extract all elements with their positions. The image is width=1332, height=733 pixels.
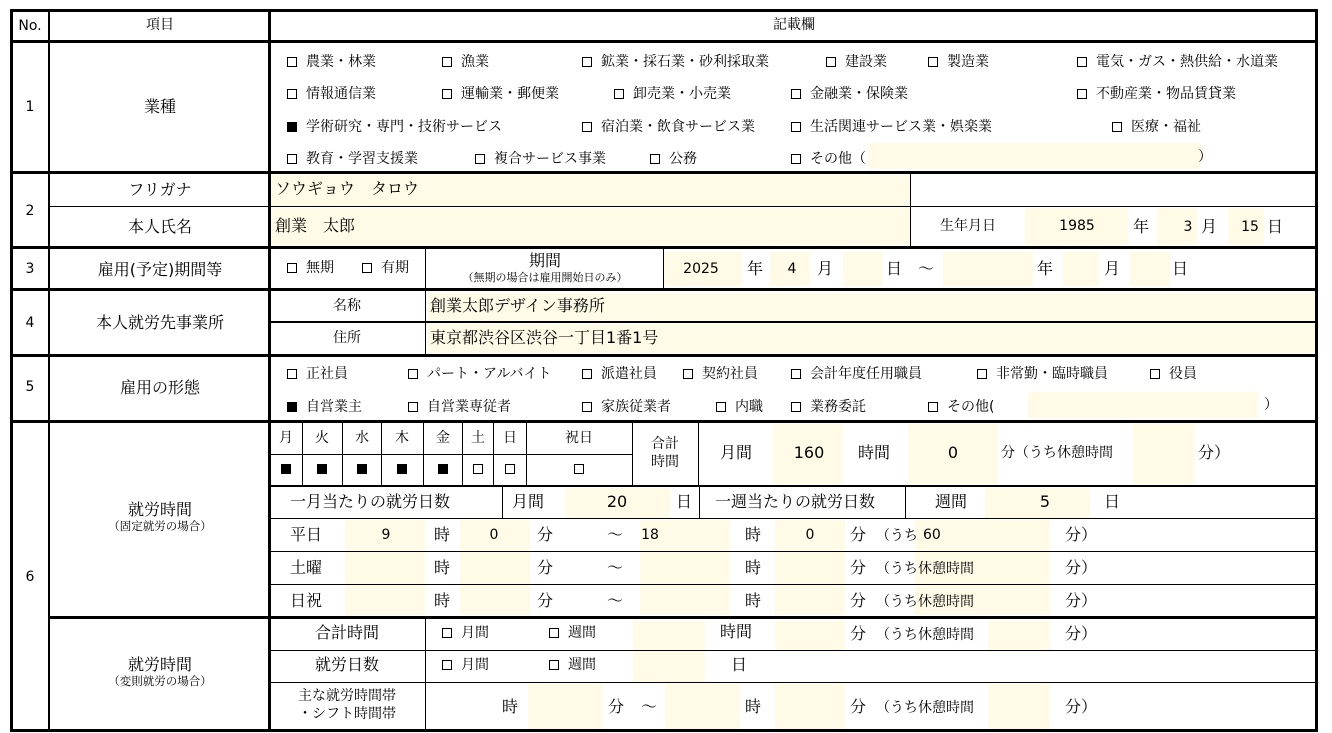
var-days-unit: 日	[731, 655, 748, 674]
days-week-prefix: 週間	[935, 492, 968, 511]
shift-label-1: 主な就労時間帯	[298, 688, 396, 704]
holiday-break-open: （うち休憩時間	[876, 594, 974, 610]
var-month-checkbox[interactable]	[442, 628, 452, 638]
line	[423, 421, 424, 486]
industry-checkbox[interactable]	[475, 154, 485, 164]
furigana-value: ソウギョウ タロウ	[275, 179, 420, 198]
shift-tilde: ～	[641, 697, 658, 716]
employment-checkbox[interactable]	[791, 402, 801, 412]
weekday-label: 平日	[290, 525, 323, 544]
monthly-hours-unit: 時間	[858, 443, 891, 462]
day-checkbox[interactable]	[357, 464, 367, 474]
industry-checkbox[interactable]	[442, 89, 452, 99]
monthly-minutes-value: 0	[947, 443, 959, 462]
indefinite-label: 無期	[306, 260, 334, 276]
employment-option-label: 非常勤・臨時職員	[996, 366, 1108, 382]
furigana-label: フリガナ	[128, 180, 192, 199]
industry-checkbox[interactable]	[791, 89, 801, 99]
employment-option-label: 派遣社員	[601, 366, 657, 382]
employment-option-label: 家族従業者	[601, 399, 671, 415]
day-checkbox[interactable]	[397, 464, 407, 474]
period-label: 雇用(予定)期間等	[97, 260, 223, 279]
line	[526, 421, 527, 486]
saturday-hour-unit: 時	[434, 558, 451, 577]
industry-checkbox[interactable]	[650, 154, 660, 164]
employment-checkbox[interactable]	[408, 369, 418, 379]
days-per-week-label: 一週当たりの就労日数	[715, 492, 876, 511]
fixed-term-checkbox[interactable]	[362, 263, 372, 273]
employment-option-label: 正社員	[306, 366, 348, 382]
employment-option-label: パート・アルバイト	[427, 366, 552, 382]
saturday-minute-unit: 分	[537, 558, 554, 577]
row-divider	[10, 288, 1318, 291]
employment-option-label: 役員	[1169, 366, 1197, 382]
workplace-label: 本人就労先事業所	[95, 313, 225, 332]
employment-checkbox[interactable]	[287, 402, 297, 412]
industry-option-label: 不動産業・物品賃貸業	[1096, 86, 1236, 102]
var-week-checkbox[interactable]	[549, 628, 559, 638]
industry-option-label: 電気・ガス・熱供給・水道業	[1096, 54, 1278, 70]
line	[425, 617, 426, 732]
holiday-label: 日祝	[290, 591, 323, 610]
days-week-unit: 日	[1104, 492, 1121, 511]
shift-end-hour-unit: 時	[745, 697, 762, 716]
industry-option-label: 教育・学習支援業	[306, 151, 418, 167]
var-month-label: 月間	[461, 625, 489, 641]
weekday-end-hour: 18	[641, 527, 659, 543]
holiday-tilde: ～	[607, 591, 624, 610]
period-title: 期間	[528, 251, 562, 270]
start-day-unit: 日	[886, 259, 903, 278]
name-label: 本人氏名	[127, 217, 193, 236]
day-label: 日	[503, 430, 517, 446]
var-days-month-label: 月間	[461, 657, 489, 673]
end-month-unit: 月	[1104, 259, 1121, 278]
industry-option-label: 学術研究・専門・技術サービス	[306, 119, 502, 135]
line	[462, 421, 463, 486]
day-label: 木	[395, 430, 409, 446]
shift-minute-unit: 分	[608, 697, 625, 716]
shift-break-close: 分）	[1065, 697, 1098, 716]
day-checkbox[interactable]	[438, 464, 448, 474]
line	[910, 172, 911, 247]
line	[270, 485, 1318, 487]
workplace-address-value: 東京都渋谷区渋谷一丁目1番1号	[430, 328, 659, 347]
line	[425, 247, 426, 289]
row-no-4: 4	[25, 315, 35, 331]
employment-checkbox[interactable]	[1150, 369, 1160, 379]
period-note: （無期の場合は雇用開始日のみ）	[462, 271, 628, 284]
saturday-label: 土曜	[290, 558, 323, 577]
header-entry: 記載欄	[773, 17, 815, 33]
days-month-prefix: 月間	[512, 492, 545, 511]
line	[905, 486, 906, 519]
var-break-close: 分）	[1065, 624, 1098, 643]
var-minute-unit: 分	[850, 624, 867, 643]
line	[502, 486, 503, 519]
day-checkbox[interactable]	[574, 464, 584, 474]
employment-other-close: ）	[1264, 397, 1278, 413]
employment-checkbox[interactable]	[582, 369, 592, 379]
employment-option-label: 契約社員	[702, 366, 758, 382]
workplace-name-value: 創業太郎デザイン事務所	[430, 296, 605, 315]
birth-month-value: 3	[1183, 219, 1193, 235]
row-divider	[48, 616, 1318, 619]
saturday-tilde: ～	[607, 558, 624, 577]
employment-checkbox[interactable]	[928, 402, 938, 412]
industry-checkbox[interactable]	[791, 154, 801, 164]
industry-option-label: 製造業	[947, 54, 989, 70]
day-label: 月	[279, 430, 293, 446]
var-days-week-label: 週間	[568, 657, 596, 673]
weekday-hour-unit: 時	[434, 525, 451, 544]
start-month-value: 4	[787, 261, 797, 277]
industry-checkbox[interactable]	[1077, 57, 1087, 67]
industry-checkbox[interactable]	[791, 122, 801, 132]
line	[270, 650, 1318, 651]
indefinite-checkbox[interactable]	[287, 263, 297, 273]
employment-option-label: 業務委託	[810, 399, 866, 415]
monthly-label: 月間	[720, 443, 753, 462]
day-checkbox[interactable]	[281, 464, 291, 474]
birth-label: 生年月日	[940, 218, 996, 234]
weekday-break-value: 60	[923, 527, 941, 543]
employment-checkbox[interactable]	[408, 402, 418, 412]
header-item: 項目	[146, 17, 174, 33]
day-label: 祝日	[565, 430, 593, 446]
industry-label: 業種	[143, 97, 177, 116]
employment-option-label: その他(	[947, 399, 995, 415]
holiday-minute-unit: 分	[537, 591, 554, 610]
birth-day-value: 15	[1241, 219, 1259, 235]
workplace-name-label: 名称	[333, 298, 361, 314]
workplace-address-label: 住所	[333, 330, 361, 346]
days-per-month-label: 一月当たりの就労日数	[290, 492, 451, 511]
end-year-unit: 年	[1037, 259, 1054, 278]
line	[663, 247, 664, 289]
industry-checkbox[interactable]	[1077, 89, 1087, 99]
start-year-unit: 年	[747, 259, 764, 278]
industry-option-label: 建設業	[845, 54, 887, 70]
days-per-week-value: 5	[1039, 492, 1051, 511]
var-week-label: 週間	[568, 625, 596, 641]
shift-label-2: ・シフト時間帯	[298, 706, 396, 722]
monthly-break-label: 分（うち休憩時間	[1001, 445, 1113, 461]
line	[270, 682, 1318, 683]
employment-option-label: 自営業専従者	[427, 399, 511, 415]
line	[270, 551, 1318, 552]
birth-year-unit: 年	[1133, 217, 1150, 236]
birth-year-value: 1985	[1059, 218, 1095, 234]
total-label-1: 合計	[651, 436, 679, 452]
saturday-break-close: 分）	[1065, 558, 1098, 577]
saturday-break-open: （うち休憩時間	[876, 561, 974, 577]
weekday-tilde: ～	[607, 525, 624, 544]
var-hours-unit: 時間	[720, 622, 753, 641]
employment-option-label: 内職	[735, 399, 763, 415]
employment-option-label: 自営業主	[306, 399, 362, 415]
end-day-unit: 日	[1172, 259, 1189, 278]
weekday-end-minute-unit: 分	[850, 525, 867, 544]
day-label: 火	[315, 430, 329, 446]
line	[342, 421, 343, 486]
employment-option-label: 会計年度任用職員	[810, 366, 922, 382]
industry-checkbox[interactable]	[582, 122, 592, 132]
industry-option-label: 運輸業・郵便業	[461, 86, 559, 102]
line	[698, 421, 699, 486]
industry-option-label: 情報通信業	[306, 86, 376, 102]
monthly-break-close: 分）	[1198, 443, 1231, 462]
fixed-term-label: 有期	[381, 260, 409, 276]
var-days-month-checkbox[interactable]	[442, 660, 452, 670]
industry-option-label: 卸売業・小売業	[633, 86, 731, 102]
employment-checkbox[interactable]	[683, 369, 693, 379]
industry-checkbox[interactable]	[287, 89, 297, 99]
var-total-label: 合計時間	[314, 623, 380, 642]
employment-checkbox[interactable]	[716, 402, 726, 412]
line	[493, 421, 494, 486]
shift-end-minute-unit: 分	[850, 697, 867, 716]
var-days-label: 就労日数	[314, 655, 380, 674]
monthly-hours-value: 160	[793, 443, 825, 462]
row-divider	[10, 171, 1318, 174]
holiday-hour-unit: 時	[434, 591, 451, 610]
col-divider	[268, 9, 271, 732]
var-hours-label: 就労時間	[127, 655, 193, 674]
start-year-value: 2025	[683, 261, 719, 277]
saturday-end-minute-unit: 分	[850, 558, 867, 577]
weekday-minute-unit: 分	[537, 525, 554, 544]
industry-checkbox[interactable]	[928, 57, 938, 67]
industry-other-close: ）	[1198, 149, 1212, 165]
birth-day-unit: 日	[1267, 217, 1284, 236]
day-label: 金	[436, 430, 450, 446]
saturday-end-hour-unit: 時	[745, 558, 762, 577]
industry-option-label: 医療・福祉	[1131, 119, 1201, 135]
row-divider	[10, 420, 1318, 423]
row-no-3: 3	[25, 261, 35, 277]
line	[699, 486, 700, 519]
day-checkbox[interactable]	[317, 464, 327, 474]
line	[270, 584, 1318, 585]
line	[302, 421, 303, 486]
shift-break-open: （うち休憩時間	[876, 700, 974, 716]
name-value: 創業 太郎	[275, 216, 356, 235]
col-divider	[48, 9, 50, 732]
birth-month-unit: 月	[1201, 217, 1218, 236]
line	[425, 289, 426, 355]
industry-checkbox[interactable]	[826, 57, 836, 67]
period-tilde: ～	[918, 259, 935, 278]
total-label-2: 時間	[651, 454, 679, 470]
header-no: No.	[18, 18, 42, 34]
form-frame	[10, 9, 1318, 732]
day-checkbox[interactable]	[473, 464, 483, 474]
fixed-hours-sub: （固定就労の場合）	[108, 519, 212, 533]
start-month-unit: 月	[817, 259, 834, 278]
holiday-break-close: 分）	[1065, 591, 1098, 610]
line	[270, 454, 632, 455]
days-month-unit: 日	[676, 492, 693, 511]
line	[270, 518, 1318, 519]
line	[270, 321, 1318, 323]
employment-checkbox[interactable]	[791, 369, 801, 379]
var-break-open: （うち休憩時間	[876, 627, 974, 643]
industry-option-label: 農業・林業	[306, 54, 376, 70]
industry-checkbox[interactable]	[287, 57, 297, 67]
row-divider	[10, 40, 1318, 43]
row-divider	[10, 354, 1318, 357]
days-per-month-value: 20	[606, 492, 628, 511]
industry-checkbox[interactable]	[614, 89, 624, 99]
row-divider	[10, 246, 1318, 249]
line	[632, 421, 633, 486]
industry-option-label: 宿泊業・飲食サービス業	[601, 119, 755, 135]
industry-checkbox[interactable]	[1112, 122, 1122, 132]
weekday-start-hour: 9	[381, 527, 391, 543]
industry-option-label: その他（	[810, 151, 866, 167]
day-label: 土	[471, 430, 485, 446]
industry-checkbox[interactable]	[287, 154, 297, 164]
industry-option-label: 鉱業・採石業・砂利採取業	[601, 54, 769, 70]
shift-hour-unit: 時	[502, 697, 519, 716]
row-no-1: 1	[25, 99, 35, 115]
industry-option-label: 漁業	[461, 54, 489, 70]
employment-label: 雇用の形態	[119, 378, 201, 397]
industry-option-label: 金融業・保険業	[810, 86, 908, 102]
weekday-end-minute: 0	[805, 527, 815, 543]
weekday-start-minute: 0	[489, 527, 499, 543]
fixed-hours-label: 就労時間	[127, 500, 193, 519]
day-label: 水	[355, 430, 369, 446]
weekday-break-close: 分）	[1065, 525, 1098, 544]
weekday-break-open: （うち	[876, 528, 918, 544]
var-days-week-checkbox[interactable]	[549, 660, 559, 670]
industry-checkbox[interactable]	[582, 57, 592, 67]
industry-option-label: 複合サービス事業	[494, 151, 606, 167]
row-no-6: 6	[25, 569, 35, 585]
industry-option-label: 生活関連サービス業・娯楽業	[810, 119, 992, 135]
day-checkbox[interactable]	[505, 464, 515, 474]
industry-checkbox[interactable]	[442, 57, 452, 67]
industry-checkbox[interactable]	[287, 122, 297, 132]
employment-checkbox[interactable]	[287, 369, 297, 379]
weekday-end-hour-unit: 時	[745, 525, 762, 544]
line	[381, 421, 382, 486]
row-no-5: 5	[25, 379, 35, 395]
row-no-2: 2	[25, 203, 35, 219]
employment-checkbox[interactable]	[582, 402, 592, 412]
industry-option-label: 公務	[669, 151, 697, 167]
employment-checkbox[interactable]	[977, 369, 987, 379]
holiday-end-hour-unit: 時	[745, 591, 762, 610]
line	[48, 206, 1318, 207]
holiday-end-minute-unit: 分	[850, 591, 867, 610]
var-hours-sub: （変則就労の場合）	[108, 674, 212, 688]
